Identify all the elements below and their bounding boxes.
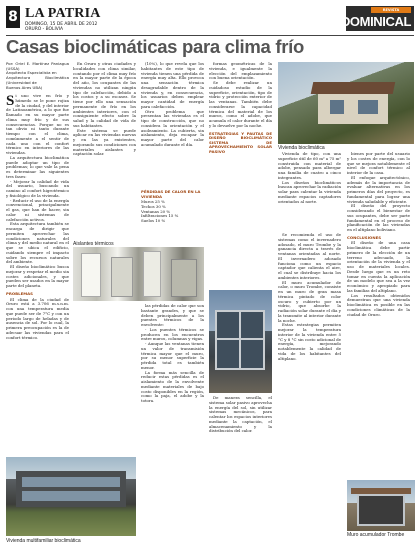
photo-caption: Vivienda bioclimática bbox=[278, 145, 325, 151]
byline-line: Arquitecto Especialista en bbox=[6, 70, 57, 76]
issue-place: ORURO - BOLIVIA bbox=[25, 27, 64, 32]
drop-cap: S bbox=[6, 92, 15, 109]
paragraph: i uno vive en frío y húmedo se le pone rojiza de la ciudad, y del interior de Latinoamérica, a lo que fue llamado en su mayor parte clima muy frío y de sus consecuencias. Porque no es tan obvio ni tanto durante tiempo con el clima, comúnmente a el sentir de cada uno con el confort térmico en interiores de las viviendas. bbox=[6, 93, 69, 156]
photo-thermal-insulation bbox=[73, 247, 204, 301]
subheading: ESTRATEGIAS Y PAUTAS DE DISEÑO BIOCLIMÁTICO SISTEMA DE APROVECHAMIENTO SOLAR PASIVO bbox=[209, 130, 272, 154]
paragraph: El muro acumulador de calor, o muro Trombe, consiste en un muro de gran masa térmica pintado de color oscuro y cubierto por un vidrio, que absorbe la radiación solar durante el día y la transmite al interior durante la noche. bbox=[278, 279, 341, 323]
callout-line: Muros 25 % bbox=[141, 199, 165, 205]
article-column-4-lower bbox=[209, 396, 272, 530]
byline-line: Arquitectura Bioclimática (Universidad de bbox=[6, 75, 69, 85]
insulation-panel bbox=[143, 251, 161, 297]
callout-heading: PÉRDIDAS DE CALOR EN LA VIVIENDA bbox=[141, 189, 201, 199]
section-kicker: REVISTA bbox=[371, 7, 411, 13]
article-column-5-lower bbox=[278, 233, 341, 531]
paragraph: Los diseños bioclimáticos buscan aprovechar la radiación solar para calentar la vivienda mediante espacios captadores orientados al norte. bbox=[278, 179, 341, 204]
paragraph: Otro problema que presentan las viviendas es el tipo de construcción, que no considera la orientación y el asoleamiento. La cubierta, sin aislamiento, deja escapar la mayor parte del calor acumulado durante el día. bbox=[141, 108, 204, 147]
paragraph: En Oruro y otras ciudades y localidades con clima similar, contando por el clima muy frío en la mayor parte de la época del año, los ocupantes de las viviendas no utilizan ningún tipo de calefacción, debido a los costos y a su escasez. Se tiene por ello una sensación permanente de frío en los ambientes interiores, con el consiguiente efecto sobre la salud y la calidad de vida de sus habitantes. bbox=[73, 62, 136, 128]
byline-line: Por: Oriel E. Martínez Paniagua (USSA) bbox=[6, 62, 69, 71]
page-number: 8 bbox=[6, 6, 20, 28]
article-column-4 bbox=[209, 62, 272, 202]
glazed-band bbox=[22, 477, 120, 487]
photo-multifamily-housing bbox=[6, 457, 136, 536]
photo-caption: Muro acumulador Trombe bbox=[347, 532, 405, 538]
callout-line: Techos 30 % bbox=[141, 203, 166, 209]
photo-bioclimatic-house bbox=[278, 62, 414, 144]
paragraph: Este sistema se puede aplicar en las viviendas nuevas y en las ya existentes, mejorando sus condiciones con materiales aislantes y captación solar. bbox=[73, 127, 136, 157]
issue-date: DOMINGO, 15 DE ABRIL DE 2012 bbox=[25, 22, 98, 27]
article-column-3-lower bbox=[141, 304, 204, 530]
section-name: DOMINICAL bbox=[340, 14, 411, 29]
paragraph: - Los puentes térmicos se producen en los encuentros entre muros, columnas y vigas. bbox=[141, 326, 204, 342]
article-column-2 bbox=[73, 62, 136, 247]
paragraph: Estas estrategias permiten mejorar la temperatura interior de la vivienda entre 5 °C y 8 °C sin costo adicional de energía, mejorando notablemente la calidad de vida de los habitantes del altiplano. bbox=[278, 322, 341, 361]
paragraph: El enfoque arquitectónico, además de la importancia de evaluar alternativas en los primeros días del proyecto, es fundamental para lograr una vivienda saludable y eficiente. bbox=[347, 174, 410, 204]
trombe-glazing bbox=[357, 494, 405, 526]
byline-line: Buenos Aires UBA) bbox=[6, 84, 43, 90]
glazed-band bbox=[22, 491, 120, 501]
paragraph: Esta arquitectura también se encarga de dirigir que permiten aprovechar las condiciones naturales del clima y del medio natural en el que se ubica el edificio, cuidando siempre el impacto sobre los recursos naturales del ambiente. bbox=[6, 221, 69, 265]
paragraph: De manera sencilla, el sistema solar pasivo aprovecha la energía del sol, sin utilizar sistemas mecánicos, para calentar los espacios interiores mediante la captación, el almacenamiento y la distribución del calor. bbox=[209, 396, 272, 434]
insulation-panel bbox=[111, 257, 133, 297]
article-headline: Casas bioclimáticas para clima frío bbox=[6, 36, 304, 57]
paragraph: El diseño bioclimático busca mejorar y respetar el medio sin costes adicionales, y que pueden ser usados en la mayor parte del planeta. bbox=[6, 264, 69, 289]
callout-line: Suelos 10 % bbox=[141, 218, 166, 223]
house-roof bbox=[311, 82, 396, 94]
paragraph: La arquitectura bioclimática puede adoptar un tipo de problemas; lo que vale la pena es determinar las siguientes tres fases: bbox=[6, 154, 69, 179]
photo-caption: Aislantes térmicos bbox=[73, 241, 114, 247]
paragraph: Se recomienda el uso de sistemas como el invernadero adosado, el muro Trombe y la ganancia directa a través de ventanas orientadas al norte. El invernadero adosado funciona como un espacio captador que calienta el aire, el cual se distribuye hacia los ambientes interiores. bbox=[278, 233, 341, 280]
paragraph: El diseño del proyecto considerando el bienestar de sus ocupantes, debe ser parte fundamental en el proceso de planificación de las viviendas en el altiplano boliviano. bbox=[347, 203, 410, 232]
paragraph: El diseño de una casa bioclimática debe partir primero de la elección de un terreno adecuado, la orientación de la vivienda y el uso de materiales locales. Desde luego que es un reto tomar en cuenta la aplicación de un modelo que sea a la vez económico y apropiado para las familias del altiplano. bbox=[347, 240, 410, 293]
masthead bbox=[6, 6, 414, 36]
paragraph: - Reducir el uso de la energía convencional, principalmente el gas, que han de hacer, sin calor ni sistemas de calefacción activos. bbox=[6, 197, 69, 222]
subheading: PROBLEMAS bbox=[6, 290, 33, 296]
section-banner bbox=[340, 6, 414, 31]
newspaper-name: LA PATRIA bbox=[25, 6, 101, 21]
paragraph: formas geométricas de la vivienda, e igualmente la elección del emplazamiento con buena orientación. bbox=[209, 62, 272, 81]
house-window bbox=[330, 100, 344, 114]
paragraph: - Mejorar la calidad de vida del usuario, buscando un camino al confort higrotérmico y fisiológico de la vivienda. bbox=[6, 178, 69, 198]
photo-solar-facade bbox=[209, 290, 272, 393]
paragraph: Los resultados obtenidos demuestran que una vivienda bioclimática es posible en las condiciones climáticas de la ciudad de Oruro. bbox=[347, 292, 410, 317]
paragraph: - Aunque las ventanas tienen un valor de transmisión térmica mayor que el muro, por su menor superficie la pérdida total es también menor. bbox=[141, 341, 204, 370]
photo-trombe-wall bbox=[347, 480, 415, 531]
heat-loss-callout bbox=[141, 190, 204, 240]
paragraph: Vivienda de tipo, con una superficie útil de 60 m² a 75 m² construida con material de adobe, pensado para albergar una familia de cuatro a cinco integrantes. bbox=[278, 152, 341, 180]
paragraph: La forma más sencilla de reducir estas pérdidas es el aislamiento de la envolvente mediante materiales de bajo costo disponibles en la región, como la paja, el adobe y la totora. bbox=[141, 369, 204, 403]
insulation-panel bbox=[81, 253, 101, 297]
paragraph: las pérdidas de calor que son bastante grandes, y que se deben principalmente a los puentes térmicos de la envolvente: bbox=[141, 304, 204, 327]
article-column-6 bbox=[347, 152, 410, 478]
trombe-roof bbox=[351, 488, 411, 494]
paragraph: (10%), lo que revela que los habitantes de este tipo de vivienda tienen una pérdida de energía muy alta. Ello provoca una sensación térmica desagradable dentro de la vivienda y, en consecuencia, los usuarios deben emplear mayor cantidad de energía para calefacción. bbox=[141, 62, 204, 109]
facade-mullion bbox=[239, 310, 241, 370]
paragraph: Se debe realizar un cuidadoso estudio de la superficie, orientación, tipo de vidrio y protección exterior de las ventanas. También debe considerarse la capacidad térmica del material de los muros, como el adobe, que acumula el calor durante el día y lo devuelve por la noche. bbox=[209, 80, 272, 128]
paragraph: El clima de la ciudad de Oruro está a 3.706 m.s.n.m. con una temperatura media que puede ser de 7°C y con un periodo largo de heladas y de ausencia de sol. Por lo cual, la primera preocupación es la de adecuar las viviendas para el confort térmico. bbox=[6, 296, 69, 340]
insulation-panel bbox=[171, 259, 197, 297]
house-window bbox=[358, 100, 378, 114]
byline bbox=[6, 62, 69, 90]
paragraph: bienes por parte del usuario y los costes de energía, con lo que se mejora notablemente el nivel de confort térmico al interior de la casa. bbox=[347, 152, 410, 175]
callout-line: Infiltraciones 15 % bbox=[141, 213, 179, 219]
callout-line: Ventanas 20 % bbox=[141, 208, 171, 214]
article-column-5 bbox=[278, 152, 341, 230]
photo-caption: Vivienda multifamiliar bioclimática bbox=[6, 538, 81, 544]
subheading: CONCLUSIONES bbox=[347, 234, 382, 240]
article-column-1 bbox=[6, 62, 69, 456]
